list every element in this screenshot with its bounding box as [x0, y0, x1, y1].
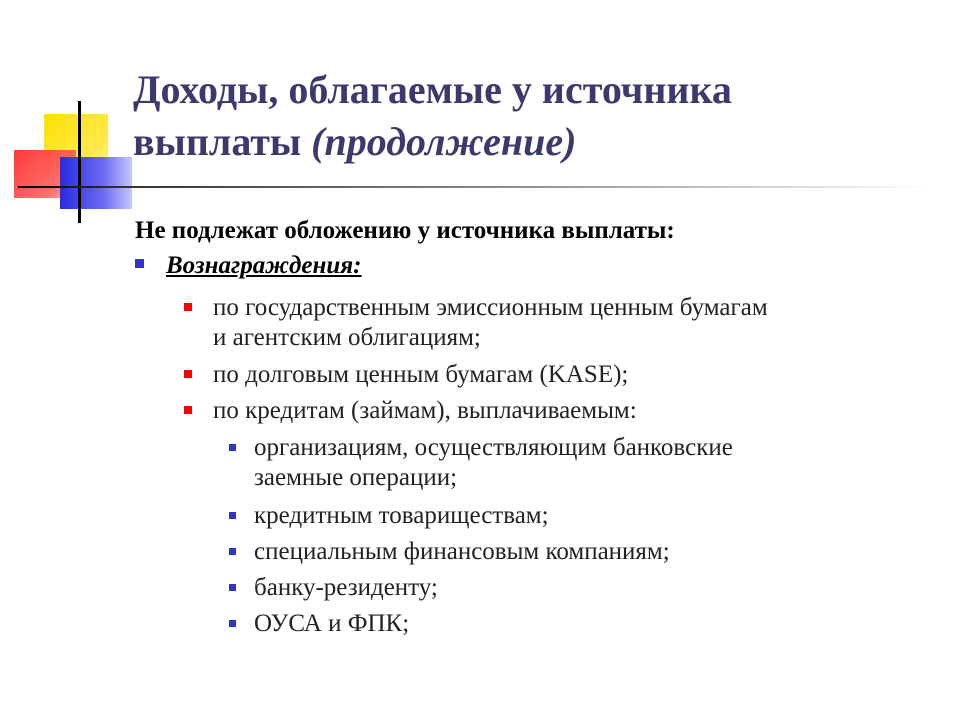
level3-item-4-line1: банку-резиденту; [254, 574, 438, 601]
level3-item-1-line1: организациям, осуществляющим банковские [254, 434, 733, 461]
level2-item-1 [184, 293, 944, 353]
level3-item-2-line1: кредитным товариществам; [254, 502, 549, 529]
level3-item-1 [229, 433, 929, 493]
level2-item-1-line2: и агентским облигациям; [213, 324, 481, 351]
square-bullet-icon [229, 512, 236, 519]
level2-item-2 [184, 360, 944, 390]
level3-item-5 [229, 609, 929, 639]
square-bullet-icon [184, 406, 192, 414]
level3-item-1-line2: заемные операции; [254, 464, 458, 491]
square-bullet-icon [135, 259, 144, 268]
level2-item-1-line1: по государственным эмиссионным ценным бумагам [213, 294, 768, 321]
level3-item-5-line1: ОУСА и ФПК; [254, 610, 410, 637]
decor-blue-square [60, 157, 132, 209]
title-line-1: Доходы, облагаемые у источника [133, 67, 732, 112]
slide-title [133, 64, 913, 168]
level2-item-3-line1: по кредитам (займам), выплачиваемым: [213, 397, 637, 424]
content-heading: Не подлежат обложению у источника выплаты: [135, 217, 675, 244]
decor-vertical-line [78, 101, 81, 223]
title-underline-divider [18, 186, 930, 188]
level3-item-2 [229, 501, 929, 531]
title-line-2-italic: (продолжение) [311, 119, 577, 164]
square-bullet-icon [184, 303, 192, 311]
level1-item-rewards [135, 250, 362, 282]
level3-item-4 [229, 573, 929, 603]
level1-label: Вознаграждения: [166, 252, 362, 279]
square-bullet-icon [184, 370, 192, 378]
title-line-2: выплаты [133, 119, 312, 164]
level3-item-3-line1: специальным финансовым компаниям; [254, 538, 670, 565]
square-bullet-icon [229, 584, 236, 591]
square-bullet-icon [229, 620, 236, 627]
level2-item-2-line1: по долговым ценным бумагам (KASE); [213, 361, 629, 388]
square-bullet-icon [229, 548, 236, 555]
square-bullet-icon [229, 444, 236, 451]
level2-item-3 [184, 396, 944, 426]
level3-item-3 [229, 537, 929, 567]
